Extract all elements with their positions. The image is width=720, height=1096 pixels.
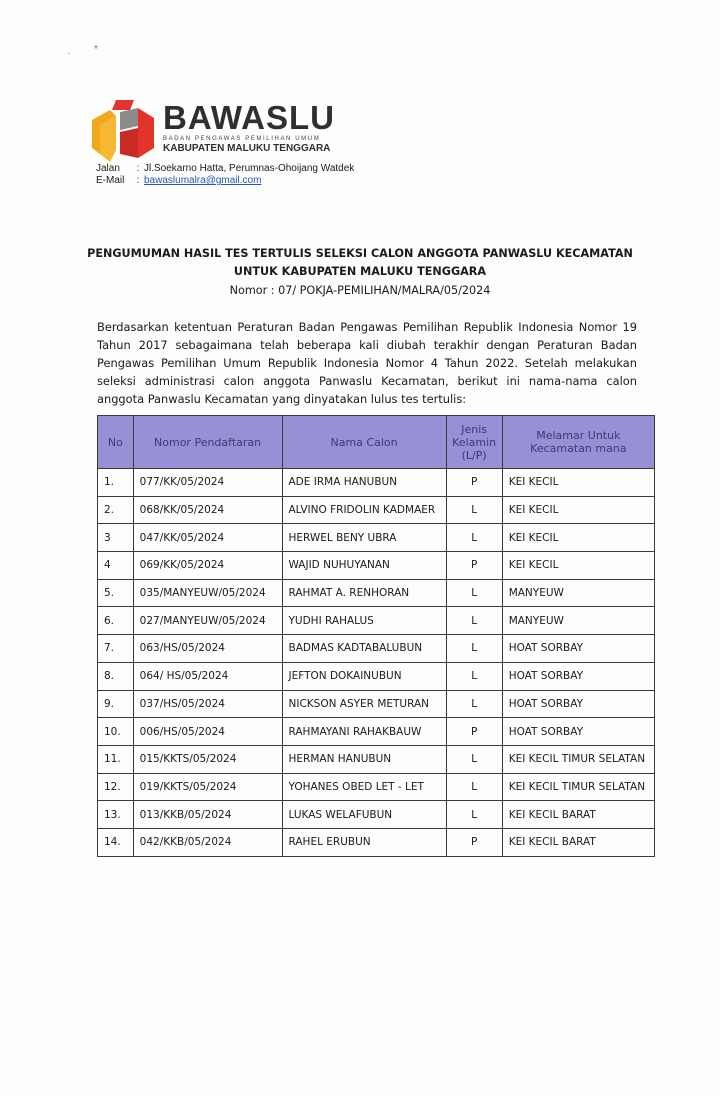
cell-name: WAJID NUHUYANAN xyxy=(282,552,446,580)
table-header-row xyxy=(98,416,655,469)
cell-district: KEI KECIL BARAT xyxy=(502,828,654,856)
table-row xyxy=(98,662,655,690)
cell-registration: 019/KKTS/05/2024 xyxy=(133,773,282,801)
cell-gender: L xyxy=(446,607,502,635)
cell-registration: 037/HS/05/2024 xyxy=(133,690,282,718)
cell-name: RAHMAT A. RENHORAN xyxy=(282,579,446,607)
cell-district: MANYEUW xyxy=(502,607,654,635)
cell-district: HOAT SORBAY xyxy=(502,635,654,663)
cell-registration: 013/KKB/05/2024 xyxy=(133,801,282,829)
col-header-district: Melamar Untuk Kecamatan mana xyxy=(502,416,654,469)
cell-district: HOAT SORBAY xyxy=(502,718,654,746)
cell-no: 3 xyxy=(98,524,134,552)
cell-district: HOAT SORBAY xyxy=(502,690,654,718)
cell-gender: P xyxy=(446,828,502,856)
scan-speck: * xyxy=(94,44,98,55)
table-row xyxy=(98,524,655,552)
cell-gender: L xyxy=(446,579,502,607)
intro-paragraph: Berdasarkan ketentuan Peraturan Badan Pengawas Pemilihan Republik Indonesia Nomor 19 Tahun 2017 sebagaimana telah beberapa kali diubah terakhir dengan Peraturan Badan Pengawas Pemilihan Umum Republik Indonesia Nomor 4 Tahun 2022. Setelah melakukan seleksi administrasi calon anggota Panwaslu Kecamatan, berikut ini nama-nama calon anggota Panwaslu Kecamatan yang dinyatakan lulus tes tertulis: xyxy=(97,320,637,406)
cell-gender: L xyxy=(446,745,502,773)
table-row xyxy=(98,801,655,829)
cell-name: HERWEL BENY UBRA xyxy=(282,524,446,552)
cell-no: 8. xyxy=(98,662,134,690)
cell-registration: 035/MANYEUW/05/2024 xyxy=(133,579,282,607)
scan-speck: · xyxy=(67,48,71,59)
cell-gender: P xyxy=(446,469,502,497)
cell-district: KEI KECIL TIMUR SELATAN xyxy=(502,745,654,773)
cell-registration: 063/HS/05/2024 xyxy=(133,635,282,663)
cell-district: KEI KECIL xyxy=(502,552,654,580)
table-row xyxy=(98,635,655,663)
table-row xyxy=(98,496,655,524)
cell-district: KEI KECIL xyxy=(502,496,654,524)
cell-registration: 069/KK/05/2024 xyxy=(133,552,282,580)
cell-name: ALVINO FRIDOLIN KADMAER xyxy=(282,496,446,524)
cell-name: YUDHI RAHALUS xyxy=(282,607,446,635)
table-row xyxy=(98,579,655,607)
cell-district: HOAT SORBAY xyxy=(502,662,654,690)
col-header-no: No xyxy=(98,416,134,469)
cell-no: 13. xyxy=(98,801,134,829)
table-row xyxy=(98,828,655,856)
table-row xyxy=(98,773,655,801)
cell-district: MANYEUW xyxy=(502,579,654,607)
cell-name: HERMAN HANUBUN xyxy=(282,745,446,773)
letterhead-brand xyxy=(163,100,335,154)
cell-registration: 068/KK/05/2024 xyxy=(133,496,282,524)
col-header-registration: Nomor Pendaftaran xyxy=(133,416,282,469)
cell-name: RAHEL ERUBUN xyxy=(282,828,446,856)
col-header-gender: Jenis Kelamin (L/P) xyxy=(446,416,502,469)
org-region: KABUPATEN MALUKU TENGGARA xyxy=(163,143,331,154)
cell-district: KEI KECIL TIMUR SELATAN xyxy=(502,773,654,801)
cell-no: 1. xyxy=(98,469,134,497)
cell-gender: L xyxy=(446,801,502,829)
email-label: E-Mail xyxy=(96,175,125,186)
cell-registration: 047/KK/05/2024 xyxy=(133,524,282,552)
cell-no: 2. xyxy=(98,496,134,524)
table-row xyxy=(98,607,655,635)
document-title-line2: UNTUK KABUPATEN MALUKU TENGGARA xyxy=(233,265,487,278)
table-row xyxy=(98,690,655,718)
cell-no: 14. xyxy=(98,828,134,856)
cell-no: 5. xyxy=(98,579,134,607)
cell-no: 4 xyxy=(98,552,134,580)
cell-no: 10. xyxy=(98,718,134,746)
address-label: Jalan xyxy=(96,163,120,174)
cell-no: 12. xyxy=(98,773,134,801)
cell-registration: 027/MANYEUW/05/2024 xyxy=(133,607,282,635)
address: Jl.Soekarno Hatta, Perumnas-Ohoijang Watdek xyxy=(144,163,355,174)
cell-name: BADMAS KADTABALUBUN xyxy=(282,635,446,663)
cell-gender: L xyxy=(446,773,502,801)
cell-registration: 042/KKB/05/2024 xyxy=(133,828,282,856)
table-row xyxy=(98,745,655,773)
cell-gender: L xyxy=(446,524,502,552)
bawaslu-logo-icon xyxy=(90,98,158,164)
org-full-name: BADAN PENGAWAS PEMILIHAN UMUM xyxy=(163,136,321,142)
cell-district: KEI KECIL xyxy=(502,469,654,497)
cell-gender: L xyxy=(446,662,502,690)
cell-registration: 077/KK/05/2024 xyxy=(133,469,282,497)
cell-no: 11. xyxy=(98,745,134,773)
cell-gender: L xyxy=(446,635,502,663)
table-row xyxy=(98,469,655,497)
cell-registration: 006/HS/05/2024 xyxy=(133,718,282,746)
document-title-line1: PENGUMUMAN HASIL TES TERTULIS SELEKSI CALON ANGGOTA PANWASLU KECAMATAN xyxy=(87,247,633,260)
cell-name: YOHANES OBED LET - LET xyxy=(282,773,446,801)
cell-name: JEFTON DOKAINUBUN xyxy=(282,662,446,690)
cell-name: RAHMAYANI RAHAKBAUW xyxy=(282,718,446,746)
cell-gender: P xyxy=(446,552,502,580)
cell-no: 9. xyxy=(98,690,134,718)
col-header-name: Nama Calon xyxy=(282,416,446,469)
email-link[interactable]: bawaslumalra@gmail.com xyxy=(144,175,262,186)
cell-registration: 064/ HS/05/2024 xyxy=(133,662,282,690)
cell-gender: L xyxy=(446,496,502,524)
cell-registration: 015/KKTS/05/2024 xyxy=(133,745,282,773)
results-table xyxy=(97,415,655,857)
cell-name: ADE IRMA HANUBUN xyxy=(282,469,446,497)
document-number: Nomor : 07/ POKJA-PEMILIHAN/MALRA/05/2024 xyxy=(229,284,491,297)
cell-no: 6. xyxy=(98,607,134,635)
cell-gender: L xyxy=(446,690,502,718)
cell-gender: P xyxy=(446,718,502,746)
table-row xyxy=(98,718,655,746)
cell-district: KEI KECIL BARAT xyxy=(502,801,654,829)
table-row xyxy=(98,552,655,580)
org-name: BAWASLU xyxy=(163,99,335,136)
cell-name: NICKSON ASYER METURAN xyxy=(282,690,446,718)
cell-no: 7. xyxy=(98,635,134,663)
contact-info: Jalan : Jl.Soekarno Hatta, Perumnas-Ohoijang Watdek E-Mail : bawaslumalra@gmail.com xyxy=(96,163,355,186)
cell-name: LUKAS WELAFUBUN xyxy=(282,801,446,829)
cell-district: KEI KECIL xyxy=(502,524,654,552)
